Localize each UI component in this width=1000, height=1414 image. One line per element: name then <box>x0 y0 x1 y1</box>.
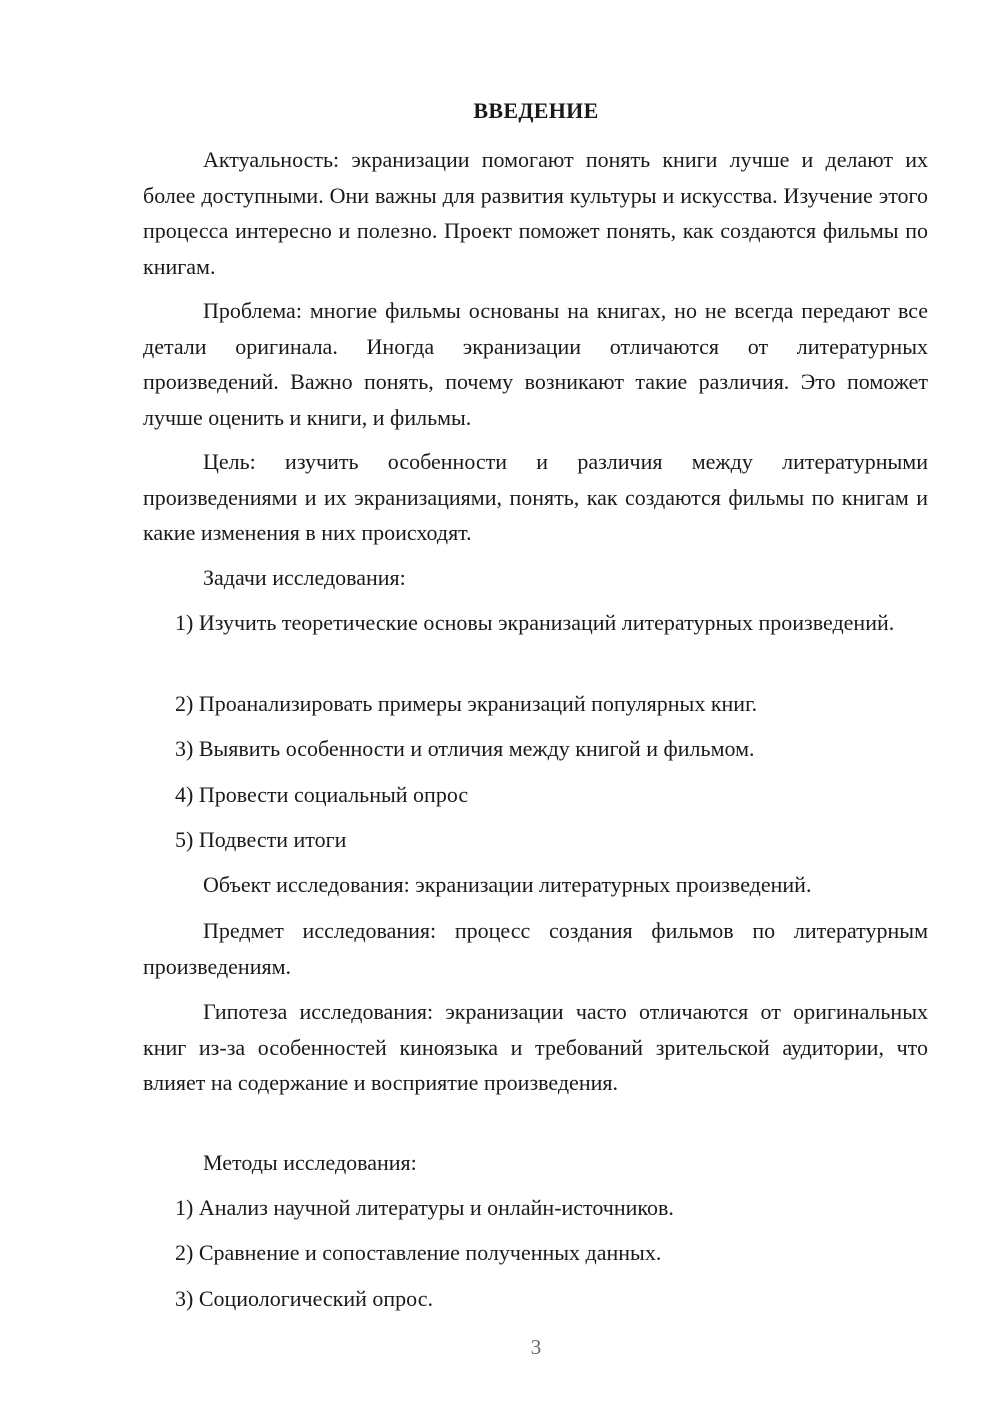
page-title: ВВЕДЕНИЕ <box>473 98 599 123</box>
list-item: 3) Выявить особенности и отличия между книгой и фильмом. <box>175 736 755 761</box>
paragraph-methods-heading: Методы исследования: <box>203 1150 417 1175</box>
paragraph-relevance: Актуальность: экранизации помогают понять книги лучше и делают их более доступными. Они важны для развития культуры и искусства. Изучение этого процесса интересно и полезно. Проект поможет понять, как создаются фильмы по книгам. <box>143 147 928 279</box>
page-number: 3 <box>530 1335 542 1359</box>
list-item: 4) Провести социальный опрос <box>175 782 469 807</box>
list-item: 3) Социологический опрос. <box>175 1286 433 1311</box>
list-item: 2) Сравнение и сопоставление полученных данных. <box>175 1240 662 1265</box>
paragraph-problem: Проблема: многие фильмы основаны на книгах, но не всегда передают все детали оригинала. Иногда экранизации отличаются от литературных произведений. Важно понять, почему возникают такие различия. Это поможет лучше оценить и книги, и фильмы. <box>143 298 928 430</box>
paragraph-goal: Цель: изучить особенности и различия между литературными произведениями и их экранизациями, понять, как создаются фильмы по книгам и какие изменения в них происходят. <box>143 449 928 545</box>
list-item: 5) Подвести итоги <box>175 827 347 852</box>
paragraph-subject: Предмет исследования: процесс создания фильмов по литературным произведениям. <box>143 918 928 979</box>
paragraph-object: Объект исследования: экранизации литературных произведений. <box>203 872 812 897</box>
list-item: 1) Анализ научной литературы и онлайн-источников. <box>175 1195 674 1220</box>
paragraph-hypothesis: Гипотеза исследования: экранизации часто отличаются от оригинальных книг из-за особенностей киноязыка и требований зрительской аудитории, что влияет на содержание и восприятие произведения. <box>143 999 928 1095</box>
paragraph-tasks-heading: Задачи исследования: <box>203 565 406 590</box>
list-item: 2) Проанализировать примеры экранизаций популярных книг. <box>175 691 758 716</box>
list-item: 1) Изучить теоретические основы экранизаций литературных произведений. <box>175 610 895 635</box>
